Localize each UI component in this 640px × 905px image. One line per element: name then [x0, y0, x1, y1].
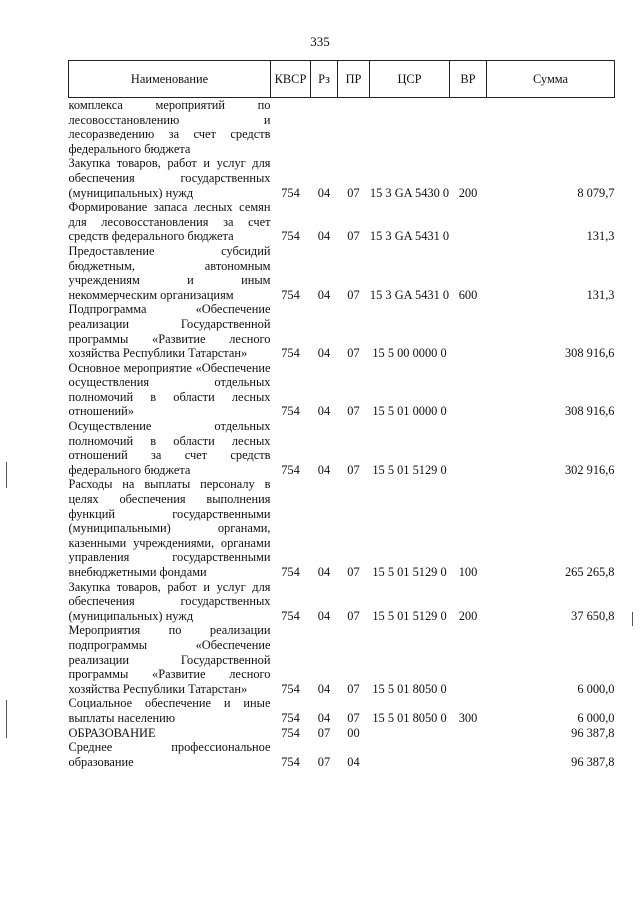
cell-pr: 07: [347, 404, 360, 419]
cell-rz: [311, 98, 338, 157]
cell-rz: 07: [317, 754, 331, 769]
cell-rz: 04: [317, 287, 331, 302]
cell-pr: [338, 98, 370, 157]
cell-vr: 200: [458, 185, 478, 200]
cell-rz: 04: [317, 185, 331, 200]
table-row: [69, 302, 615, 360]
cell-pr: 00: [347, 725, 360, 740]
cell-vr: [450, 726, 487, 741]
cell-pr: 07: [347, 681, 360, 696]
table-row: [69, 477, 615, 579]
table-row: [69, 244, 615, 302]
cell-sum: 8 079,7: [577, 185, 615, 200]
cell-csr: [370, 98, 450, 157]
cell-csr: 15 5 00 0000 0: [372, 346, 447, 361]
cell-sum: 302 916,6: [564, 462, 615, 477]
cell-name: Социальное обеспечение и иные выплаты населению: [68, 696, 271, 725]
cell-sum: 96 387,8: [571, 754, 615, 769]
table-row: [69, 419, 615, 477]
cell-kvsr: 754: [281, 185, 300, 200]
cell-vr: 100: [458, 565, 478, 579]
cell-pr: 04: [347, 754, 360, 769]
cell-kvsr: 754: [281, 229, 300, 244]
cell-name: Подпрограмма «Обеспечение реализации Государственной программы «Развитие лесного хозяйства Республики Татарстан»: [68, 302, 271, 361]
cell-rz: 04: [317, 710, 331, 725]
cell-name: Мероприятия по реализации подпрограммы «Обеспечение реализации Государственной программы «Развитие лесного хозяйства Республики Татарстан»: [68, 623, 271, 696]
cell-pr: 07: [347, 462, 360, 477]
cell-csr: 15 5 01 0000 0: [372, 404, 447, 419]
cell-kvsr: 754: [281, 287, 300, 302]
cell-name: Предоставление субсидий бюджетным, автономным учреждениям и иным некоммерческим организациям: [68, 243, 271, 302]
cell-vr: [450, 740, 487, 769]
table-row: [69, 200, 615, 244]
column-header-rz: Рз: [311, 61, 338, 98]
cell-name: Формирование запаса лесных семян для лесовосстановления за счет средств федерального бюджета: [68, 200, 271, 244]
table-row: [69, 580, 615, 624]
cell-name: Закупка товаров, работ и услуг для обеспечения государственных (муниципальных) нужд: [68, 156, 271, 200]
cell-csr: 15 5 01 5129 0: [372, 565, 447, 579]
cell-vr: [450, 419, 487, 477]
cell-kvsr: 754: [281, 608, 300, 623]
margin-mark-left-1: [6, 462, 7, 488]
cell-vr: [450, 200, 487, 244]
table-row: [69, 726, 615, 741]
cell-pr: 07: [347, 565, 360, 579]
cell-csr: 15 5 01 8050 0: [372, 710, 447, 725]
cell-csr: 15 3 GA 5430 0: [369, 185, 450, 200]
cell-csr: 15 5 01 5129 0: [372, 462, 447, 477]
cell-pr: 07: [347, 185, 360, 200]
cell-pr: 07: [347, 229, 360, 244]
page-number: 335: [310, 34, 330, 49]
table-row: [69, 696, 615, 725]
table-row: [69, 623, 615, 696]
cell-csr: [370, 726, 450, 741]
cell-vr: 600: [458, 287, 478, 302]
cell-rz: 04: [317, 681, 331, 696]
margin-mark-right: [632, 612, 633, 626]
column-header-name: Наименование: [69, 61, 271, 98]
cell-vr: [450, 98, 487, 157]
cell-sum: 37 650,8: [571, 608, 615, 623]
cell-pr: 07: [347, 608, 360, 623]
cell-csr: 15 3 GA 5431 0: [369, 229, 450, 244]
cell-kvsr: 754: [281, 710, 300, 725]
table-body: [69, 98, 615, 770]
cell-sum: [487, 98, 615, 157]
cell-csr: 15 5 01 8050 0: [372, 681, 447, 696]
cell-name: Расходы на выплаты персоналу в целях обеспечения выполнения функций государственными (муниципальными) органами, казенными учреждениями, органами управления государственными внебюджетными фондами: [68, 477, 271, 579]
column-header-pr: ПР: [338, 61, 370, 98]
cell-sum: 131,3: [586, 287, 615, 302]
table-row: [69, 740, 615, 769]
cell-kvsr: 754: [281, 681, 300, 696]
cell-kvsr: 754: [281, 725, 300, 740]
cell-sum: 265 265,8: [564, 565, 615, 579]
cell-rz: 04: [317, 608, 331, 623]
cell-sum: 6 000,0: [577, 681, 615, 696]
cell-kvsr: 754: [281, 754, 300, 769]
cell-kvsr: 754: [281, 404, 300, 419]
cell-name: Основное мероприятие «Обеспечение осуществления отдельных полномочий в области лесных отношений»: [68, 360, 271, 419]
cell-csr: 15 5 01 5129 0: [372, 608, 447, 623]
cell-name: комплекса мероприятий по лесовосстановлению и лесоразведению за счет средств федерального бюджета: [68, 98, 271, 156]
cell-name: Осуществление отдельных полномочий в области лесных отношений за счет средств федерального бюджета: [68, 419, 271, 477]
cell-sum: 131,3: [586, 229, 615, 244]
table-row: [69, 361, 615, 419]
margin-mark-left-2: [6, 700, 7, 738]
cell-name: ОБРАЗОВАНИЕ: [68, 725, 156, 740]
cell-vr: 300: [458, 710, 478, 725]
cell-csr: [370, 740, 450, 769]
cell-rz: 07: [317, 725, 331, 740]
cell-sum: 308 916,6: [564, 404, 615, 419]
cell-kvsr: [271, 98, 311, 157]
cell-pr: 07: [347, 287, 360, 302]
cell-csr: 15 3 GA 5431 0: [369, 287, 450, 302]
cell-vr: [450, 361, 487, 419]
column-header-vr: ВР: [450, 61, 487, 98]
cell-vr: [450, 302, 487, 360]
cell-rz: 04: [317, 565, 331, 579]
cell-rz: 04: [317, 404, 331, 419]
cell-vr: 200: [458, 608, 478, 623]
table-row: [69, 156, 615, 200]
cell-name: Закупка товаров, работ и услуг для обеспечения государственных (муниципальных) нужд: [68, 579, 271, 623]
column-header-csr: ЦСР: [370, 61, 450, 98]
table-header-row: [69, 61, 615, 98]
cell-pr: 07: [347, 346, 360, 361]
column-header-sum: Сумма: [487, 61, 615, 98]
cell-rz: 04: [317, 346, 331, 361]
cell-rz: 04: [317, 229, 331, 244]
cell-kvsr: 754: [281, 346, 300, 361]
cell-sum: 6 000,0: [577, 710, 615, 725]
cell-kvsr: 754: [281, 462, 300, 477]
table-row: [69, 98, 615, 157]
cell-vr: [450, 623, 487, 696]
cell-name: Среднее профессиональное образование: [68, 740, 271, 769]
cell-kvsr: 754: [281, 565, 300, 579]
cell-sum: 96 387,8: [571, 725, 615, 740]
budget-table: [68, 60, 615, 769]
cell-sum: 308 916,6: [564, 346, 615, 361]
cell-pr: 07: [347, 710, 360, 725]
column-header-kvsr: КВСР: [271, 61, 311, 98]
cell-rz: 04: [317, 462, 331, 477]
